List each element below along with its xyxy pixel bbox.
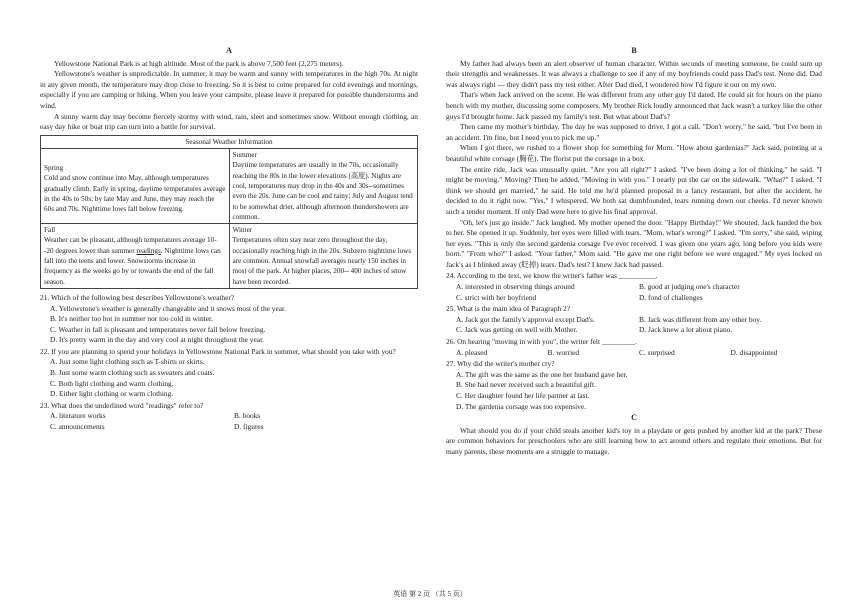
passage-b-paragraph: Then came my mother's birthday. The day he was supposed to drive, I got a call. "Don't worry," he said, "but I've been in an accident. I'm fine, but I need you to pick me up."	[446, 122, 822, 142]
passage-b-paragraph: "Oh, let's just go inside." Jack laughed. My mother opened the door. "Happy Birthday!" We shouted. Jack handed the box to her. She opened it up. Suddenly, her eyes were filled with tears. "Mom, what's wrong?" I asked. "I'm sorry," she said, wiping her eyes. "This is only the second gardenia corsage I've ever received. I was given one years ago, long before you kids were born." "From who?" I asked. "Your father," Mom said. "He gave me one right before we were engaged." My eyes locked on Jack's as I blinked away (眨掉) tears. Dad's test? I knew Jack had passed.	[446, 217, 822, 269]
question-23: 23. What does the underlined word "readings" refer to?	[40, 400, 204, 410]
option: C. Weather in fall is pleasant and temperatures never fall below freezing.	[50, 324, 266, 334]
question-27: 27. Why did the writer's mother cry?	[446, 359, 555, 369]
option: B. good at judging one's character	[639, 282, 740, 292]
option: D. Jack knew a lot about piano.	[639, 325, 733, 335]
passage-a-paragraph: Yellowstone National Park is at high altitude. Most of the park is above 7,500 feet (2,275 meters).	[54, 58, 344, 68]
fall-cell	[41, 224, 230, 289]
option: D. The gardenia corsage was too expensive.	[456, 401, 586, 411]
passage-a-heading: A	[226, 46, 232, 55]
passage-b-heading: B	[631, 46, 637, 55]
winter-cell: Winter Temperatures often stay near zero throughout the day, occasionally reaching high in the 20s. Subzero nighttime lows are common. Annual snowfall averages nearly 150 inches in most of the park. At higher places, 200-- 400 inches of snow have been recorded.	[229, 224, 418, 289]
passage-b-paragraph: The entire ride, Jack was unusually quiet. "Are you all right?" I asked. "I've been doing a lot of thinking," he said. "I might be moving." Moving? Then he added, "Moving in with you." I nearly put the car on the sidewalk. "What?" I asked. "I think we should get married," he said. He told me he'd planned proposal in a fancy restaurant, but after the accident, he decided to do it right now. "Yes," I whispered. We both sat dumbfounded, tears running down our cheeks. I'd never known such a tender moment. If only Dad were here to give his final approval.	[446, 164, 822, 216]
passage-b-paragraph: My father had always been an alert observer of human character. Within seconds of meeting someone, he could sum up their strengths and weaknesses. It was always a challenge to see if any of my boyfriends could pass Dad's test. None did. Dad was always right --- they didn't pass my test either. After Dad died, I wondered how I'd figure it out on my own.	[446, 58, 822, 89]
options-row	[40, 422, 418, 433]
option: C. Her daughter found her life partner at last.	[456, 391, 590, 400]
options-row	[446, 315, 822, 326]
option: A. Just some light clothing such as T-shirts or skirts.	[50, 357, 205, 367]
option: C. strict with her boyfriend	[456, 292, 537, 302]
option: A. Yellowstone's weather is generally changeable and it snows most of the year.	[50, 303, 286, 313]
option: B. It's neither too hot in summer nor too cold in winter.	[50, 314, 213, 324]
fall-text: Fall Weather can be pleasant, although temperatures average 10--20 degrees lower than summer	[44, 226, 217, 255]
option: C. surprised	[639, 347, 675, 357]
option: D. It's pretty warm in the day and very cool at night throughout the year.	[50, 335, 264, 345]
question-24: 24. According to the text, we know the writer's father was __________.	[446, 271, 658, 281]
option: C. Both light clothing and warm clothing.	[50, 378, 174, 388]
question-25: 25. What is the main idea of Paragraph 2?	[446, 304, 571, 314]
option: D. disappointed	[730, 347, 778, 357]
passage-c-heading: C	[631, 413, 637, 423]
passage-a-paragraph: A sunny warm day may become fiercely stormy with wind, rain, sleet and sometimes snow. Without enough clothing, an easy day hike or boat trip can turn into a battle for survival.	[40, 111, 418, 132]
options-row	[446, 325, 822, 336]
page-footer: 英语 第 2 页 （共 5 页）	[393, 590, 467, 598]
option: B. Just some warm clothing such as sweaters and coats.	[50, 368, 215, 378]
option: B. worried	[547, 347, 580, 357]
option: A. interested in observing things around	[456, 282, 575, 292]
option: B. She had never received such a beautiful gift.	[456, 380, 596, 390]
readings-underlined: readings	[136, 246, 161, 255]
options-row	[446, 282, 822, 293]
seasonal-weather-table	[40, 135, 418, 289]
option: A. literature works	[50, 411, 106, 421]
option: B. books	[234, 411, 261, 421]
left-column	[40, 46, 418, 433]
question-22: 22. If you are planning to spend your holidays in Yellowstone National Park in summer, what should you take with you?	[40, 346, 396, 356]
passage-a-paragraph: Yellowstone's weather is unpredictable. In summer, it may be warm and sunny with temperatures in the high 70s. At night in any given month, the temperature may drop close to freezing. So it is best to come prepared for cold evenings and mornings, especially if you are camping or hiking. When you leave your campsite, please leave it prepared for possible thunderstorms and wind.	[40, 69, 418, 110]
fall-text-end: . Nighttime lows can fall into the teens and lower. Snowstorms increase in frequency as the weeks go by or towards the end of the fall season.	[44, 246, 221, 286]
options-row	[446, 293, 822, 304]
passage-b-paragraph: That's when Jack arrived on the scene. He was different from any other guy I'd dated. He could sit for hours on the piano bench with my mother, discussing some composers. My brother Rick loudly announced that Jack wasn't a turkey like the other guys I'd brought home. Jack passed my family's test. But what about Dad's?	[446, 90, 822, 121]
option: A. Jack got the family's approval except Dad's.	[456, 314, 595, 324]
options-row	[40, 411, 418, 422]
option: C. Jack was getting on well with Mother.	[456, 325, 578, 335]
option: A. pleased	[456, 347, 488, 357]
question-21: 21. Which of the following best describes Yellowstone's weather?	[40, 292, 235, 302]
option: C. announcements	[50, 422, 105, 432]
option: A. The gift was the same as the one her husband gave her.	[456, 369, 628, 379]
passage-c-paragraph: What should you do if your child steals another kid's toy in a playdate or gets pushed by another kid at the park? These are common behaviors for preschoolers who are still learning how to act around others and regulate their emotions. But for many parents, these moments are a struggle to manage.	[446, 425, 822, 456]
option: D. figures	[234, 422, 264, 432]
option: D. fond of challenges	[639, 292, 703, 302]
passage-b-paragraph: When I got there, we rushed to a flower shop for something for Mom. "How about gardenias?" Jack said, pointing at a beautiful white corsage (胸花). The florist put the corsage in a box.	[446, 143, 822, 163]
right-column	[446, 46, 822, 458]
option: D. Either light clothing or warm clothing.	[50, 389, 174, 399]
spring-cell: Spring Cold and snow continue into May, although temperatures gradually climb. Early in spring, daytime temperatures average in the 40s to 50s; by late May and June, they may reach the 60s and 70s. Nighttime lows fall below freezing.	[41, 149, 230, 224]
question-26: 26. On hearing "moving in with you", the writer felt _________.	[446, 337, 637, 347]
table-title: Seasonal Weather Information	[41, 135, 418, 148]
options-row	[446, 348, 822, 359]
summer-cell: Summer Daytime temperatures are usually in the 70s, occasionally reaching the 80s in the lower elevations (高度). Nights are cool, temperatures may drop in the 40s and 30s--sometimes even the 20s. June can be cool and rainy; July and August tend to be somewhat drier, although afternoon thundershowers are common.	[229, 149, 418, 224]
option: B. Jack was different from any other boy.	[639, 314, 762, 324]
